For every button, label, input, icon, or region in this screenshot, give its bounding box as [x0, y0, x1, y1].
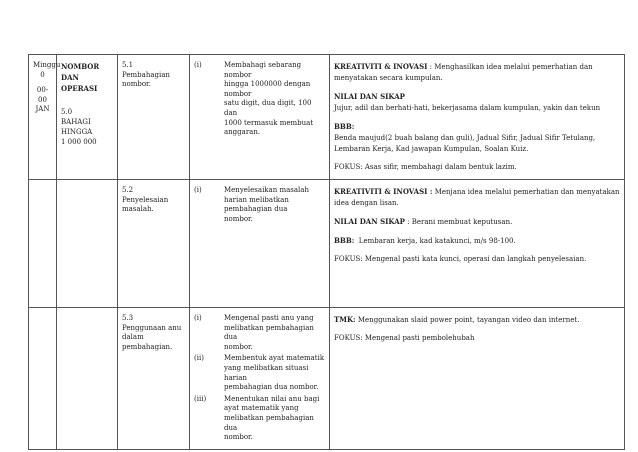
objective-number: (iii): [194, 394, 207, 403]
topic-title-line: OPERASI: [61, 84, 98, 93]
standard-line: 5.1: [122, 61, 134, 69]
note-label: BBB:: [334, 236, 355, 245]
objective-text: [224, 395, 325, 443]
note-text: Benda maujud(2 buah balang dan guli), Jadual Sifir, Jadual Sifir Tetulang, Lembaran Kerja, Kad jawapan Kumpulan, Soalan Kuiz.: [334, 134, 596, 153]
lesson-plan-table: [28, 54, 625, 450]
week-cell: [29, 180, 57, 308]
note-separator: :: [427, 63, 435, 71]
objective-item: [194, 61, 325, 138]
objective-text: [224, 314, 325, 352]
objective-line: nombor.: [224, 433, 253, 442]
objective-line: nombor.: [224, 214, 253, 223]
learning-standard-cell: [118, 308, 190, 450]
notes-cell: [330, 180, 625, 308]
note-separator: :: [404, 218, 412, 226]
topic-cell: [57, 55, 118, 180]
objective-line: melibatkan pembahagian dua: [224, 323, 314, 342]
objective-text: [224, 354, 325, 392]
note-paragraph: [334, 216, 620, 228]
topic-sub-line: 5.0: [61, 108, 73, 116]
note-label: NILAI DAN SIKAP: [334, 92, 405, 101]
note-paragraph: [334, 121, 620, 155]
note-paragraph: [334, 254, 620, 265]
objective-line: nombor.: [224, 342, 253, 351]
standard-line: Penggunaan anu: [122, 323, 182, 332]
learning-standard-cell: [118, 55, 190, 180]
objective-line: Menyelesaikan masalah: [224, 186, 309, 194]
standard-line: 5.3: [122, 314, 134, 322]
objectives-cell: [190, 308, 330, 450]
standard-line: Pembahagian: [122, 70, 170, 79]
topic-title-line: NOMBOR DAN: [61, 62, 100, 82]
week-line: Minggu: [33, 61, 61, 69]
objective-number: (i): [194, 186, 202, 194]
objective-text: [224, 186, 325, 224]
standard-line: nombor.: [122, 80, 151, 89]
standard-line: pembahagian.: [122, 342, 173, 351]
note-paragraph: [334, 61, 620, 84]
note-text: Menjana idea melalui pemerhatian dan menyatakan idea dengan lisan.: [334, 188, 620, 207]
note-paragraph: [334, 186, 620, 209]
objectives-cell: [190, 180, 330, 308]
topic-sub-line: BAHAGI HINGGA: [61, 118, 93, 136]
note-text: Lembaran kerja, kad katakunci, m/s 98-100.: [358, 237, 516, 245]
objective-line: Menentukan nilai anu bagi: [224, 394, 320, 403]
note-text: FOKUS: Asas sifir, membahagi dalam bentuk lazim.: [334, 163, 517, 171]
note-label: TMK:: [334, 315, 356, 324]
week-cell: [29, 55, 61, 180]
spacer: [61, 94, 113, 107]
notes-cell: [330, 55, 625, 180]
note-text: Jujur, adil dan berhati-hati, bekerjasama dalam kumpulan, yakin dan tekun: [334, 104, 601, 112]
objective-line: Membahagi sebarang nombor: [224, 61, 302, 79]
standard-line: masalah.: [122, 205, 154, 214]
note-text: Menggunakan slaid power point, tayangan video dan internet.: [357, 316, 580, 324]
table-row: [29, 180, 625, 308]
note-text: FOKUS: Mengenal pasti pembolehubah: [334, 334, 475, 342]
objective-line: melibatkan pembahagian dua: [224, 413, 314, 432]
note-label: BBB:: [334, 122, 355, 131]
notes-cell: [330, 308, 625, 450]
topic-sub-line: 1 000 000: [61, 138, 97, 146]
note-text: Berani membuat keputusan.: [411, 218, 513, 226]
note-paragraph: [334, 235, 620, 247]
note-paragraph: [334, 162, 620, 173]
objective-item: [194, 395, 325, 443]
week-cell: [29, 308, 57, 450]
objective-item: [194, 314, 325, 352]
note-paragraph: [334, 314, 620, 326]
objectives-cell: [190, 55, 330, 180]
objective-text: [224, 61, 325, 138]
week-line: 00-00: [36, 86, 49, 104]
objective-item: [194, 354, 325, 392]
objective-number: (i): [194, 61, 202, 69]
objective-item: [194, 186, 325, 224]
table-row: [29, 308, 625, 450]
note-label: NILAI DAN SIKAP: [334, 217, 405, 226]
objective-line: 1000 termasuk membuat: [224, 118, 314, 127]
objective-number: (i): [194, 314, 202, 322]
objective-line: pembahagian dua nombor.: [224, 383, 319, 392]
note-label: KREATIVITI & INOVASI: [334, 62, 428, 71]
standard-line: Penyelesaian: [122, 195, 169, 204]
objective-line: hingga 1000000 dengan nombor: [224, 80, 311, 98]
note-text: FOKUS: Mengenal pasti kata kunci, operasi dan langkah penyelesaian.: [334, 255, 587, 263]
objective-line: anggaran.: [224, 128, 261, 137]
objective-line: pembahagian dua: [224, 205, 288, 214]
note-paragraph: [334, 333, 620, 344]
note-paragraph: [334, 91, 620, 114]
objective-line: ayat matematik yang: [224, 404, 299, 413]
standard-line: dalam: [122, 333, 144, 342]
objective-line: yang melibatkan situasi harian: [224, 363, 309, 382]
objective-line: Mengenal pasti anu yang: [224, 314, 314, 322]
note-label: KREATIVITI & INOVASI :: [334, 187, 433, 196]
note-text: Menghasilkan idea melalui pemerhatian dan menyatakan secara kumpulan.: [334, 63, 593, 82]
objective-line: Membentuk ayat matematik: [224, 354, 325, 363]
objective-line: harian melibatkan: [224, 195, 289, 204]
topic-cell: [57, 308, 118, 450]
week-line: JAN: [35, 105, 50, 114]
table-row: [29, 55, 625, 180]
objective-line: satu digit, dua digit, 100 dan: [224, 99, 312, 117]
objective-number: (ii): [194, 354, 204, 363]
week-line: 0: [40, 70, 45, 79]
standard-line: 5.2: [122, 186, 134, 194]
topic-cell: [57, 180, 118, 308]
learning-standard-cell: [118, 180, 190, 308]
